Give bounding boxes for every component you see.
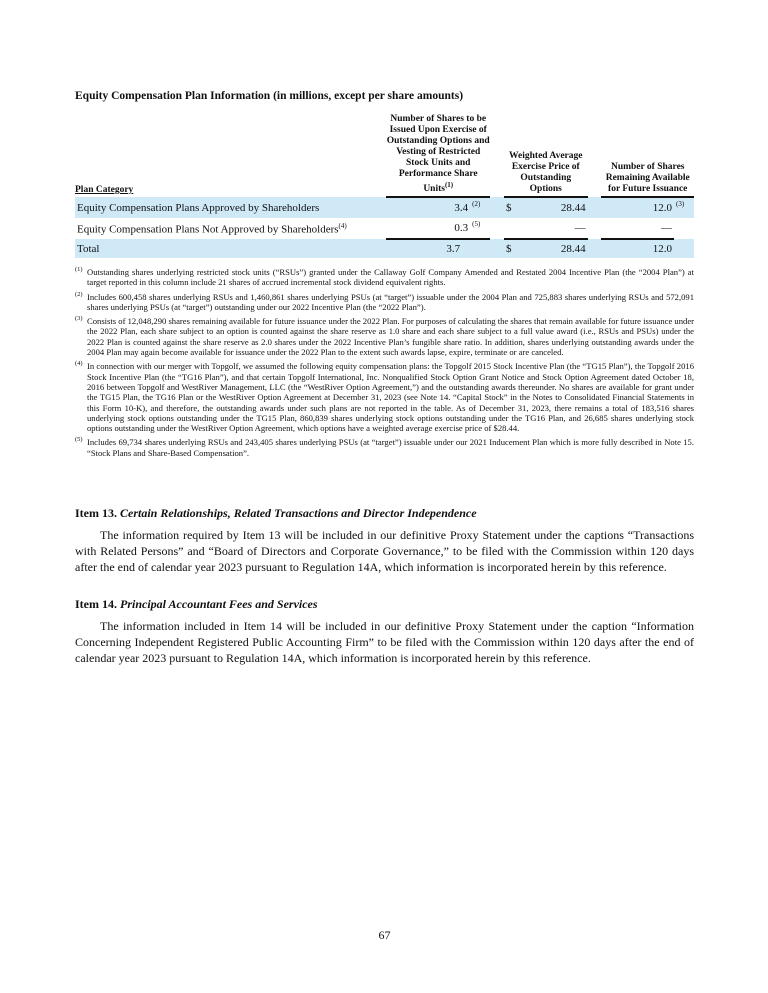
footnote: (1) Outstanding shares underlying restricted stock units (“RSUs”) granted under the Callaway Golf Company Amended and Restated 2004 Incentive Plan (the “2004 Plan”) at target reported in this column include 21 shares of accrued incremental stock dividend equivalent rights.	[75, 266, 694, 288]
table-row: Equity Compensation Plans Approved by Shareholders 3.4 (2) $ 28.44 12.0 (3)	[75, 197, 694, 218]
row-label: Total	[75, 239, 373, 258]
row-label: Equity Compensation Plans Approved by Shareholders	[75, 197, 373, 218]
table-row-total: Total 3.7 $ 28.44 12.0	[75, 239, 694, 258]
item-14-text: The information included in Item 14 will be included in our definitive Proxy Statement under the caption “Information Concerning Independent Registered Public Accounting Firm” to be filed with the Commission within 120 days after the end of calendar year 2023 pursuant to Regulation 14A, which information is incorporated herein by this reference.	[75, 619, 694, 665]
equity-compensation-table	[75, 114, 694, 258]
remaining-value: 12.0	[601, 239, 674, 258]
footnote: (4) In connection with our merger with Topgolf, we assumed the following equity compensation plans: the Topgolf 2015 Stock Incentive Plan (the “TG15 Plan”), the Topgolf 2016 Stock Incentive Plan (the “TG16 Plan”), and that certain Topgolf International, Inc. Nonqualified Stock Option Grant Notice and Stock Option Agreement dated October 18, 2016 between Topgolf and WestRiver Management, LLC (the “WestRiver Option Agreement,”) and the outstanding awards thereunder. No shares are available for grant under the TG15 Plan, the TG16 Plan or the WestRiver Option Agreement at December 31, 2023 (see Note 14. “Capital Stock” in the Notes to Consolidated Financial Statements in this Form 10-K), and therefore, the outstanding awards under such plans are not reported in the table. As of December 31, 2023, there remains a total of 183,516 shares underlying stock options outstanding under the TG15 Plan, 860,839 shares underlying stock options outstanding under the TG16 Plan, and 26,685 shares underlying stock options outstanding under the WestRiver Option Agreement, which options have a weighted average exercise price of $28.44.	[75, 360, 694, 434]
header-plan-category: Plan Category	[75, 185, 134, 196]
remaining-value: 12.0	[601, 197, 674, 218]
row-label: Equity Compensation Plans Not Approved by Shareholders$^{(4)}$	[77, 221, 347, 236]
remaining-value: —	[661, 222, 672, 235]
price-value: —	[574, 222, 586, 235]
header-weighted-average-price: Weighted Average Exercise Price of Outstanding Options	[504, 114, 588, 197]
shares-value: 3.4	[386, 197, 470, 218]
shares-value: 0.3	[454, 222, 469, 235]
shares-value: 3.7	[386, 239, 490, 258]
footnote: (5) Includes 69,734 shares underlying RSUs and 243,405 shares underlying PSUs (at “target”) issuable under our 2021 Inducement Plan which is more fully described in Note 15. “Stock Plans and Share-Based Compensation”.	[75, 436, 694, 458]
header-shares-remaining: Number of Shares Remaining Available for Future Issuance	[601, 114, 694, 197]
table-title: Equity Compensation Plan Information (in millions, except per share amounts)	[75, 90, 464, 102]
header-shares-to-be-issued: Number of Shares to be Issued Upon Exercise of Outstanding Options and Vesting of Restricted Stock Units and Performance Share Units$^{(1)}$	[386, 114, 490, 197]
footnote: (3) Consists of 12,048,290 shares remaining available for future issuance under the 2022 Plan. For purposes of calculating the shares that remain available for future issuance under the 2022 Plan, each share subject to an option is counted against the share reserve as 1.0 share and each share subject to a full value award (i.e., RSUs and PSUs) under the 2022 Plan is counted against the share reserve as 2.0 shares under the 2022 Incentive Plan’s fungible share ratio. In addition, shares underlying outstanding awards under the 2004 Plan may again become available for issuance under the 2022 Plan to the extent such awards lapse, expire, terminate or are canceled.	[75, 315, 694, 358]
item-13-text: The information required by Item 13 will be included in our definitive Proxy Statement under the captions “Transactions with Related Persons” and “Board of Directors and Corporate Governance,” to be filed with the Commission within 120 days after the end of calendar year 2023 pursuant to Regulation 14A, which information is incorporated herein by this reference.	[75, 528, 694, 574]
table-row: Equity Compensation Plans Not Approved by Shareholders$^{(4)}$ 0.3 (5) — —	[75, 218, 694, 239]
price-value: 28.44	[518, 197, 588, 218]
footnotes	[75, 267, 694, 462]
item-14-heading: Item 14. Principal Accountant Fees and Services	[75, 597, 318, 611]
footnote: (2) Includes 600,458 shares underlying RSUs and 1,460,861 shares underlying PSUs (at “target”) issuable under the 2004 Plan and 725,883 shares underlying RSUs and 572,091 shares underlying PSUs (at “target”) outstanding under our 2022 Incentive Plan (the “2022 Plan”).	[75, 290, 694, 312]
item-13-heading: Item 13. Certain Relationships, Related Transactions and Director Independence	[75, 506, 477, 520]
price-value: 28.44	[518, 239, 588, 258]
page-number: 67	[378, 928, 391, 942]
